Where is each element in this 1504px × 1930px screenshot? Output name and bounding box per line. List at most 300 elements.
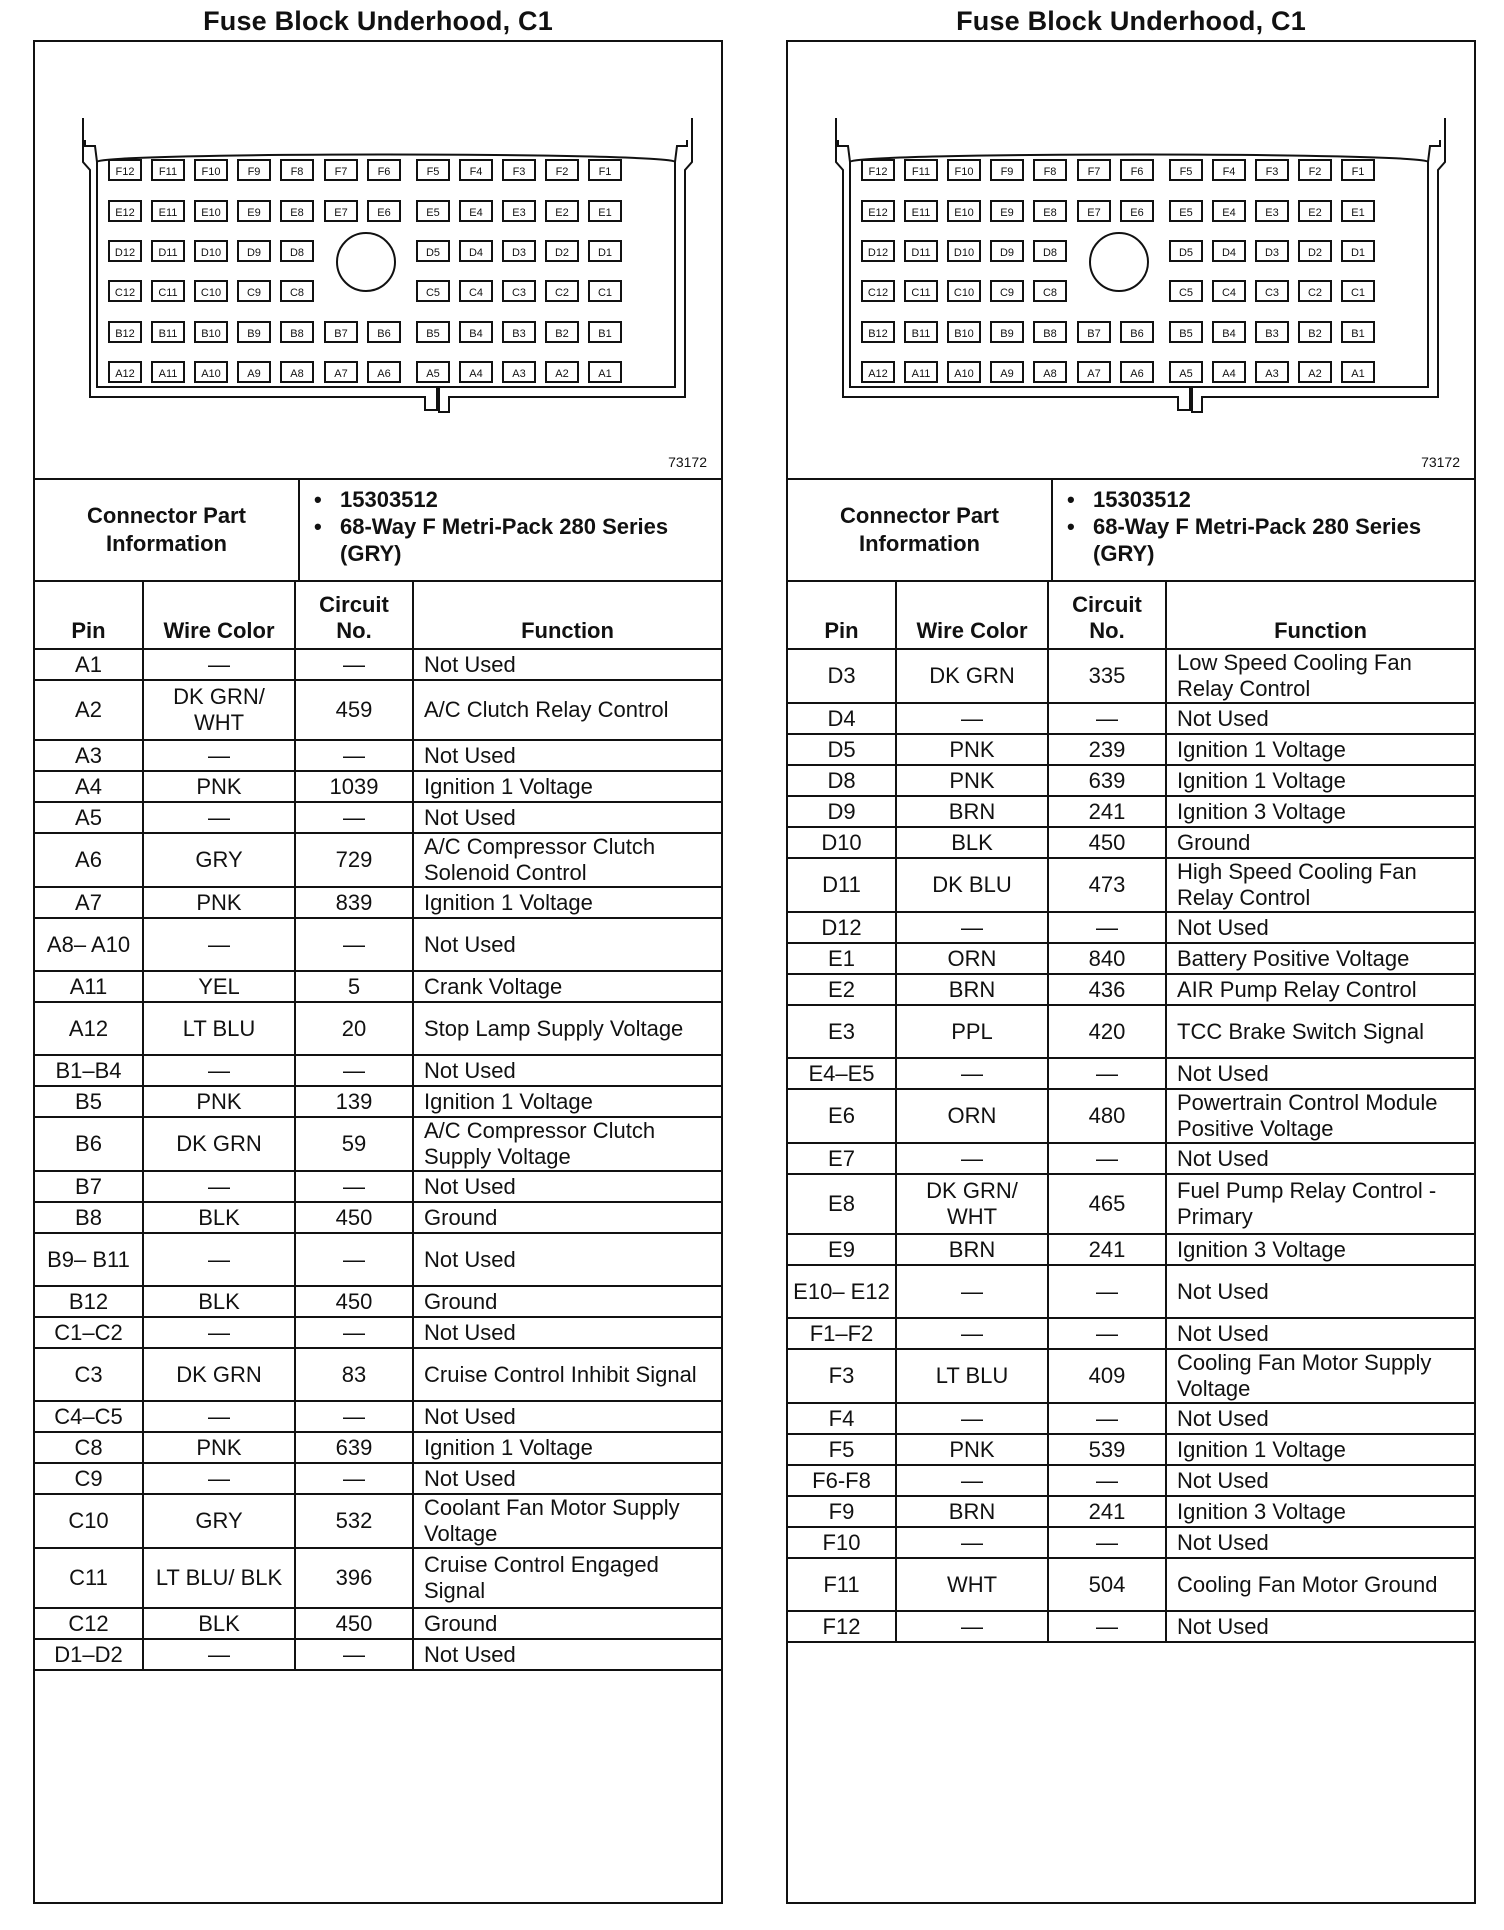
wire-color-cell: PNK bbox=[143, 1432, 295, 1463]
circuit-cell: 639 bbox=[1048, 765, 1166, 796]
table-row bbox=[788, 1403, 1474, 1434]
cavity-label: A11 bbox=[158, 368, 178, 380]
cavity-label: E2 bbox=[555, 207, 569, 219]
pin-cell: E9 bbox=[788, 1234, 896, 1265]
pin-cell: F3 bbox=[788, 1349, 896, 1403]
function-cell: Not Used bbox=[1166, 1318, 1474, 1349]
pin-cell: F6-F8 bbox=[788, 1465, 896, 1496]
cavity-label: A5 bbox=[1179, 368, 1193, 380]
cavity-label: C9 bbox=[246, 287, 262, 299]
cavity-label: A8 bbox=[1043, 368, 1057, 380]
function-cell: High Speed Cooling Fan Relay Control bbox=[1166, 858, 1474, 912]
cavity-label: B2 bbox=[1308, 328, 1322, 340]
circuit-cell: — bbox=[1048, 703, 1166, 734]
pin-cell: A7 bbox=[35, 887, 143, 918]
wire-color-cell: — bbox=[896, 703, 1048, 734]
circuit-cell: 241 bbox=[1048, 1234, 1166, 1265]
circuit-cell: 450 bbox=[295, 1286, 413, 1317]
function-cell: Not Used bbox=[1166, 1265, 1474, 1318]
cavity-label: B8 bbox=[290, 328, 304, 340]
circuit-cell: 504 bbox=[1048, 1558, 1166, 1611]
cavity-label: E6 bbox=[377, 207, 391, 219]
wire-color-cell: ORN bbox=[896, 1089, 1048, 1143]
cavity-label: C3 bbox=[1264, 287, 1280, 299]
table-row bbox=[788, 1496, 1474, 1527]
cavity-label: C10 bbox=[200, 287, 222, 299]
pin-cell: B7 bbox=[35, 1171, 143, 1202]
function-cell: Not Used bbox=[1166, 1611, 1474, 1642]
cavity-label: C2 bbox=[554, 287, 570, 299]
table-row bbox=[788, 858, 1474, 912]
function-cell: Ignition 1 Voltage bbox=[413, 1432, 721, 1463]
function-cell: Not Used bbox=[1166, 912, 1474, 943]
wire-color-cell: — bbox=[896, 1611, 1048, 1642]
circuit-cell: — bbox=[295, 918, 413, 971]
cavity-label: B8 bbox=[1043, 328, 1057, 340]
wire-color-cell: — bbox=[143, 1055, 295, 1086]
pin-cell: A4 bbox=[35, 771, 143, 802]
table-row bbox=[35, 1117, 721, 1171]
connector-description: • 68-Way F Metri-Pack 280 Series (GRY) bbox=[1093, 513, 1474, 567]
wire-color-cell: DK GRN/ WHT bbox=[143, 680, 295, 740]
cavity-label: E9 bbox=[1000, 207, 1014, 219]
cavity-label: A7 bbox=[1087, 368, 1101, 380]
wire-color-cell: — bbox=[143, 649, 295, 680]
cavity-label: F3 bbox=[512, 166, 526, 178]
function-cell: A/C Compressor Clutch Supply Voltage bbox=[413, 1117, 721, 1171]
function-cell: Ground bbox=[1166, 827, 1474, 858]
cavity-label: E4 bbox=[469, 207, 483, 219]
cavity-label: D9 bbox=[999, 247, 1015, 259]
pin-cell: A5 bbox=[35, 802, 143, 833]
cavity-label: A2 bbox=[1308, 368, 1322, 380]
cavity-label: D12 bbox=[114, 247, 136, 259]
table-row bbox=[788, 1058, 1474, 1089]
function-cell: Not Used bbox=[413, 1055, 721, 1086]
cavity-label: D8 bbox=[1042, 247, 1058, 259]
cavity-label: C5 bbox=[425, 287, 441, 299]
pin-cell: A12 bbox=[35, 1002, 143, 1055]
wire-color-cell: BLK bbox=[143, 1202, 295, 1233]
cavity-label: C2 bbox=[1307, 287, 1323, 299]
function-cell: Fuel Pump Relay Control -Primary bbox=[1166, 1174, 1474, 1234]
wire-color-cell: — bbox=[896, 1143, 1048, 1174]
cavity-label: A9 bbox=[247, 368, 261, 380]
wire-color-cell: LT BLU/ BLK bbox=[143, 1548, 295, 1608]
cavity-label: A6 bbox=[377, 368, 391, 380]
table-row bbox=[788, 765, 1474, 796]
wire-color-cell: GRY bbox=[143, 833, 295, 887]
table-row bbox=[788, 703, 1474, 734]
cavity-label: B4 bbox=[1222, 328, 1236, 340]
cavity-label: A9 bbox=[1000, 368, 1014, 380]
table-row bbox=[788, 943, 1474, 974]
wire-color-cell: — bbox=[143, 802, 295, 833]
function-cell: A/C Compressor Clutch Solenoid Control bbox=[413, 833, 721, 887]
pin-cell: D12 bbox=[788, 912, 896, 943]
table-row bbox=[35, 1348, 721, 1401]
wire-color-cell: — bbox=[143, 740, 295, 771]
circuit-cell: — bbox=[1048, 1143, 1166, 1174]
circuit-cell: 532 bbox=[295, 1494, 413, 1548]
cavity-label: E3 bbox=[512, 207, 526, 219]
cavity-label: F1 bbox=[1351, 166, 1365, 178]
cavity-label: D8 bbox=[289, 247, 305, 259]
circuit-cell: 450 bbox=[295, 1202, 413, 1233]
function-cell: Ground bbox=[413, 1202, 721, 1233]
cavity-label: D12 bbox=[867, 247, 889, 259]
pin-cell: E6 bbox=[788, 1089, 896, 1143]
cavity-label: F8 bbox=[1043, 166, 1057, 178]
table-row bbox=[35, 1202, 721, 1233]
function-cell: TCC Brake Switch Signal bbox=[1166, 1005, 1474, 1058]
pin-table-header bbox=[35, 582, 721, 649]
function-cell: Cruise Control Inhibit Signal bbox=[413, 1348, 721, 1401]
cavity-label: B6 bbox=[377, 328, 391, 340]
pin-cell: B5 bbox=[35, 1086, 143, 1117]
circuit-cell: 396 bbox=[295, 1548, 413, 1608]
cavity-label: F10 bbox=[201, 166, 221, 178]
circuit-cell: — bbox=[295, 1233, 413, 1286]
wire-color-cell: — bbox=[896, 1318, 1048, 1349]
circuit-cell: 459 bbox=[295, 680, 413, 740]
cavity-label: B6 bbox=[1130, 328, 1144, 340]
function-cell: Ignition 1 Voltage bbox=[413, 887, 721, 918]
left-panel bbox=[33, 0, 723, 1904]
circuit-cell: 59 bbox=[295, 1117, 413, 1171]
circuit-cell: 239 bbox=[1048, 734, 1166, 765]
circuit-cell: — bbox=[1048, 1465, 1166, 1496]
cavity-label: D2 bbox=[554, 247, 570, 259]
table-row bbox=[788, 1434, 1474, 1465]
wire-color-cell: BRN bbox=[896, 1234, 1048, 1265]
table-row bbox=[788, 974, 1474, 1005]
cavity-label: B1 bbox=[598, 328, 612, 340]
wire-color-cell: GRY bbox=[143, 1494, 295, 1548]
wire-color-cell: WHT bbox=[896, 1558, 1048, 1611]
cavity-label: B2 bbox=[555, 328, 569, 340]
circuit-cell: — bbox=[295, 740, 413, 771]
pin-cell: F5 bbox=[788, 1434, 896, 1465]
circuit-cell: 335 bbox=[1048, 649, 1166, 703]
circuit-cell: — bbox=[295, 1639, 413, 1670]
table-row bbox=[35, 1432, 721, 1463]
table-row bbox=[788, 1318, 1474, 1349]
panel-title: Fuse Block Underhood, C1 bbox=[203, 6, 553, 36]
table-row bbox=[35, 1494, 721, 1548]
cavity-label: E12 bbox=[868, 207, 888, 219]
cavity-label: D2 bbox=[1307, 247, 1323, 259]
pin-cell: E2 bbox=[788, 974, 896, 1005]
cavity-label: E12 bbox=[115, 207, 135, 219]
function-cell: Not Used bbox=[413, 1463, 721, 1494]
cavity-label: A4 bbox=[469, 368, 483, 380]
circuit-cell: 539 bbox=[1048, 1434, 1166, 1465]
cavity-label: F5 bbox=[1179, 166, 1193, 178]
table-row bbox=[35, 1086, 721, 1117]
function-cell: Not Used bbox=[413, 802, 721, 833]
function-cell: Ignition 1 Voltage bbox=[1166, 1434, 1474, 1465]
cavity-label: D5 bbox=[425, 247, 441, 259]
table-row bbox=[788, 1265, 1474, 1318]
cavity-label: C11 bbox=[158, 287, 178, 299]
connector-part-info bbox=[35, 480, 721, 582]
part-number: • 15303512 bbox=[1093, 486, 1474, 513]
circuit-cell: 450 bbox=[1048, 827, 1166, 858]
cavity-label: F1 bbox=[598, 166, 612, 178]
wire-color-cell: PNK bbox=[896, 1434, 1048, 1465]
wire-color-cell: — bbox=[896, 1265, 1048, 1318]
pin-cell: F4 bbox=[788, 1403, 896, 1434]
figure-number: 73172 bbox=[668, 454, 707, 470]
table-row bbox=[788, 734, 1474, 765]
table-row bbox=[788, 912, 1474, 943]
pin-cell: B1–B4 bbox=[35, 1055, 143, 1086]
wire-color-cell: BLK bbox=[143, 1608, 295, 1639]
circuit-cell: 436 bbox=[1048, 974, 1166, 1005]
cavity-label: B10 bbox=[201, 328, 221, 340]
wire-color-cell: — bbox=[896, 1058, 1048, 1089]
function-cell: Crank Voltage bbox=[413, 971, 721, 1002]
function-cell: Not Used bbox=[1166, 1058, 1474, 1089]
function-cell: Stop Lamp Supply Voltage bbox=[413, 1002, 721, 1055]
function-cell: Not Used bbox=[1166, 1527, 1474, 1558]
table-row bbox=[788, 796, 1474, 827]
wire-color-cell: ORN bbox=[896, 943, 1048, 974]
connector-figure bbox=[35, 42, 721, 480]
cavity-label: D1 bbox=[1350, 247, 1366, 259]
pin-cell: A8– A10 bbox=[35, 918, 143, 971]
table-row bbox=[35, 1002, 721, 1055]
wire-color-cell: — bbox=[896, 1403, 1048, 1434]
wire-color-cell: YEL bbox=[143, 971, 295, 1002]
function-cell: Cooling Fan Motor Supply Voltage bbox=[1166, 1349, 1474, 1403]
cavity-label: F9 bbox=[247, 166, 261, 178]
pin-cell: A2 bbox=[35, 680, 143, 740]
cavity-label: D9 bbox=[246, 247, 262, 259]
table-row bbox=[788, 1465, 1474, 1496]
function-cell: Not Used bbox=[1166, 703, 1474, 734]
circuit-cell: — bbox=[295, 649, 413, 680]
table-row bbox=[35, 833, 721, 887]
circuit-cell: 480 bbox=[1048, 1089, 1166, 1143]
circuit-cell: — bbox=[1048, 1265, 1166, 1318]
table-row bbox=[788, 1005, 1474, 1058]
cavity-label: B5 bbox=[1179, 328, 1193, 340]
cavity-label: D10 bbox=[200, 247, 222, 259]
table-row bbox=[35, 649, 721, 680]
table-row bbox=[788, 1527, 1474, 1558]
cavity-label: F4 bbox=[1222, 166, 1236, 178]
cavity-label: D4 bbox=[468, 247, 484, 259]
table-row bbox=[35, 1317, 721, 1348]
pin-cell: C11 bbox=[35, 1548, 143, 1608]
cavity-label: E11 bbox=[158, 207, 178, 219]
wire-color-cell: BLK bbox=[143, 1286, 295, 1317]
right-panel bbox=[786, 0, 1476, 1904]
wire-color-cell: LT BLU bbox=[896, 1349, 1048, 1403]
function-cell: Ignition 1 Voltage bbox=[413, 771, 721, 802]
cavity-label: C5 bbox=[1178, 287, 1194, 299]
function-cell: Ignition 1 Voltage bbox=[1166, 734, 1474, 765]
function-cell: Not Used bbox=[1166, 1465, 1474, 1496]
table-row bbox=[35, 1639, 721, 1670]
cavity-label: B7 bbox=[1087, 328, 1101, 340]
cavity-label: B7 bbox=[334, 328, 348, 340]
header-circuit-no: Circuit No. bbox=[295, 582, 413, 649]
connector-info-label: Connector Part Information bbox=[788, 480, 1053, 580]
function-cell: Cooling Fan Motor Ground bbox=[1166, 1558, 1474, 1611]
circuit-cell: — bbox=[295, 1463, 413, 1494]
cavity-label: F7 bbox=[1087, 166, 1101, 178]
pin-table bbox=[35, 582, 721, 1671]
cavity-label: F3 bbox=[1265, 166, 1279, 178]
cavity-label: E7 bbox=[1087, 207, 1101, 219]
circuit-cell: — bbox=[295, 1171, 413, 1202]
header-wire-color: Wire Color bbox=[896, 582, 1048, 649]
cavity-label: A3 bbox=[512, 368, 526, 380]
cavity-label: A8 bbox=[290, 368, 304, 380]
pin-cell: D1–D2 bbox=[35, 1639, 143, 1670]
wire-color-cell: BLK bbox=[896, 827, 1048, 858]
function-cell: Ignition 3 Voltage bbox=[1166, 796, 1474, 827]
cavity-label: D10 bbox=[953, 247, 975, 259]
pin-cell: E3 bbox=[788, 1005, 896, 1058]
cavity-label: A3 bbox=[1265, 368, 1279, 380]
cavity-label: A1 bbox=[598, 368, 612, 380]
cavity-label: F12 bbox=[868, 166, 888, 178]
table-row bbox=[788, 1089, 1474, 1143]
pin-cell: C8 bbox=[35, 1432, 143, 1463]
cavity-label: C4 bbox=[468, 287, 484, 299]
cavity-label: A7 bbox=[334, 368, 348, 380]
cavity-label: F11 bbox=[158, 166, 178, 178]
connector-sheet bbox=[33, 40, 723, 1904]
circuit-cell: — bbox=[1048, 1611, 1166, 1642]
cavity-label: A5 bbox=[426, 368, 440, 380]
cavity-label: E8 bbox=[290, 207, 304, 219]
cavity-label: F8 bbox=[290, 166, 304, 178]
function-cell: Low Speed Cooling Fan Relay Control bbox=[1166, 649, 1474, 703]
panel-title: Fuse Block Underhood, C1 bbox=[956, 6, 1306, 36]
wire-color-cell: — bbox=[143, 918, 295, 971]
pin-cell: C10 bbox=[35, 1494, 143, 1548]
wire-color-cell: BRN bbox=[896, 1496, 1048, 1527]
pin-cell: D5 bbox=[788, 734, 896, 765]
cavity-label: A11 bbox=[911, 368, 931, 380]
pin-cell: B6 bbox=[35, 1117, 143, 1171]
pin-cell: E1 bbox=[788, 943, 896, 974]
table-row bbox=[788, 1174, 1474, 1234]
function-cell: Not Used bbox=[413, 1401, 721, 1432]
header-function: Function bbox=[1166, 582, 1474, 649]
cavity-label: F9 bbox=[1000, 166, 1014, 178]
cavity-label: A12 bbox=[868, 368, 888, 380]
circuit-cell: — bbox=[295, 1317, 413, 1348]
table-row bbox=[788, 1234, 1474, 1265]
circuit-cell: 241 bbox=[1048, 796, 1166, 827]
circuit-cell: 139 bbox=[295, 1086, 413, 1117]
pin-cell: A3 bbox=[35, 740, 143, 771]
cavity-label: E2 bbox=[1308, 207, 1322, 219]
cavity-label: E6 bbox=[1130, 207, 1144, 219]
pin-table-header bbox=[788, 582, 1474, 649]
wire-color-cell: — bbox=[143, 1317, 295, 1348]
circuit-cell: 639 bbox=[295, 1432, 413, 1463]
cavity-label: E1 bbox=[1351, 207, 1365, 219]
function-cell: Ground bbox=[413, 1286, 721, 1317]
pin-cell: D9 bbox=[788, 796, 896, 827]
center-bolt-hole bbox=[1090, 233, 1148, 291]
table-row bbox=[35, 771, 721, 802]
wire-color-cell: PNK bbox=[896, 734, 1048, 765]
cavity-label: E3 bbox=[1265, 207, 1279, 219]
cavity-label: F2 bbox=[555, 166, 569, 178]
circuit-cell: 473 bbox=[1048, 858, 1166, 912]
cavity-label: E1 bbox=[598, 207, 612, 219]
connector-info-list bbox=[300, 480, 721, 580]
table-row bbox=[35, 1055, 721, 1086]
part-number: • 15303512 bbox=[340, 486, 721, 513]
cavity-label: E10 bbox=[954, 207, 974, 219]
wire-color-cell: — bbox=[143, 1171, 295, 1202]
wire-color-cell: — bbox=[896, 1527, 1048, 1558]
cavity-label: C1 bbox=[1350, 287, 1366, 299]
function-cell: AIR Pump Relay Control bbox=[1166, 974, 1474, 1005]
wire-color-cell: — bbox=[143, 1463, 295, 1494]
cavity-label: E5 bbox=[426, 207, 440, 219]
cavity-label: C1 bbox=[597, 287, 613, 299]
function-cell: Ground bbox=[413, 1608, 721, 1639]
circuit-cell: 420 bbox=[1048, 1005, 1166, 1058]
function-cell: Not Used bbox=[413, 1639, 721, 1670]
header-pin: Pin bbox=[35, 582, 143, 649]
connector-info-label: Connector Part Information bbox=[35, 480, 300, 580]
cavity-label: A1 bbox=[1351, 368, 1365, 380]
cavity-label: F12 bbox=[115, 166, 135, 178]
wire-color-cell: PNK bbox=[143, 771, 295, 802]
wire-color-cell: DK GRN bbox=[143, 1348, 295, 1401]
function-cell: Ignition 1 Voltage bbox=[413, 1086, 721, 1117]
function-cell: Not Used bbox=[413, 1317, 721, 1348]
function-cell: Powertrain Control Module Positive Voltage bbox=[1166, 1089, 1474, 1143]
pin-cell: A11 bbox=[35, 971, 143, 1002]
header-wire-color: Wire Color bbox=[143, 582, 295, 649]
pin-cell: D4 bbox=[788, 703, 896, 734]
pin-cell: A1 bbox=[35, 649, 143, 680]
circuit-cell: 409 bbox=[1048, 1349, 1166, 1403]
cavity-label: A4 bbox=[1222, 368, 1236, 380]
cavity-label: D11 bbox=[158, 247, 178, 259]
cavity-label: C9 bbox=[999, 287, 1015, 299]
circuit-cell: 839 bbox=[295, 887, 413, 918]
table-row bbox=[788, 1349, 1474, 1403]
table-row bbox=[35, 1286, 721, 1317]
circuit-cell: 1039 bbox=[295, 771, 413, 802]
pin-cell: F11 bbox=[788, 1558, 896, 1611]
wire-color-cell: — bbox=[896, 912, 1048, 943]
cavity-label: A10 bbox=[954, 368, 974, 380]
cavity-label: C4 bbox=[1221, 287, 1237, 299]
circuit-cell: — bbox=[1048, 1318, 1166, 1349]
function-cell: Cruise Control Engaged Signal bbox=[413, 1548, 721, 1608]
pin-cell: C12 bbox=[35, 1608, 143, 1639]
function-cell: Ignition 3 Voltage bbox=[1166, 1496, 1474, 1527]
pin-cell: C3 bbox=[35, 1348, 143, 1401]
cavity-label: E10 bbox=[201, 207, 221, 219]
circuit-cell: — bbox=[1048, 912, 1166, 943]
table-row bbox=[788, 649, 1474, 703]
